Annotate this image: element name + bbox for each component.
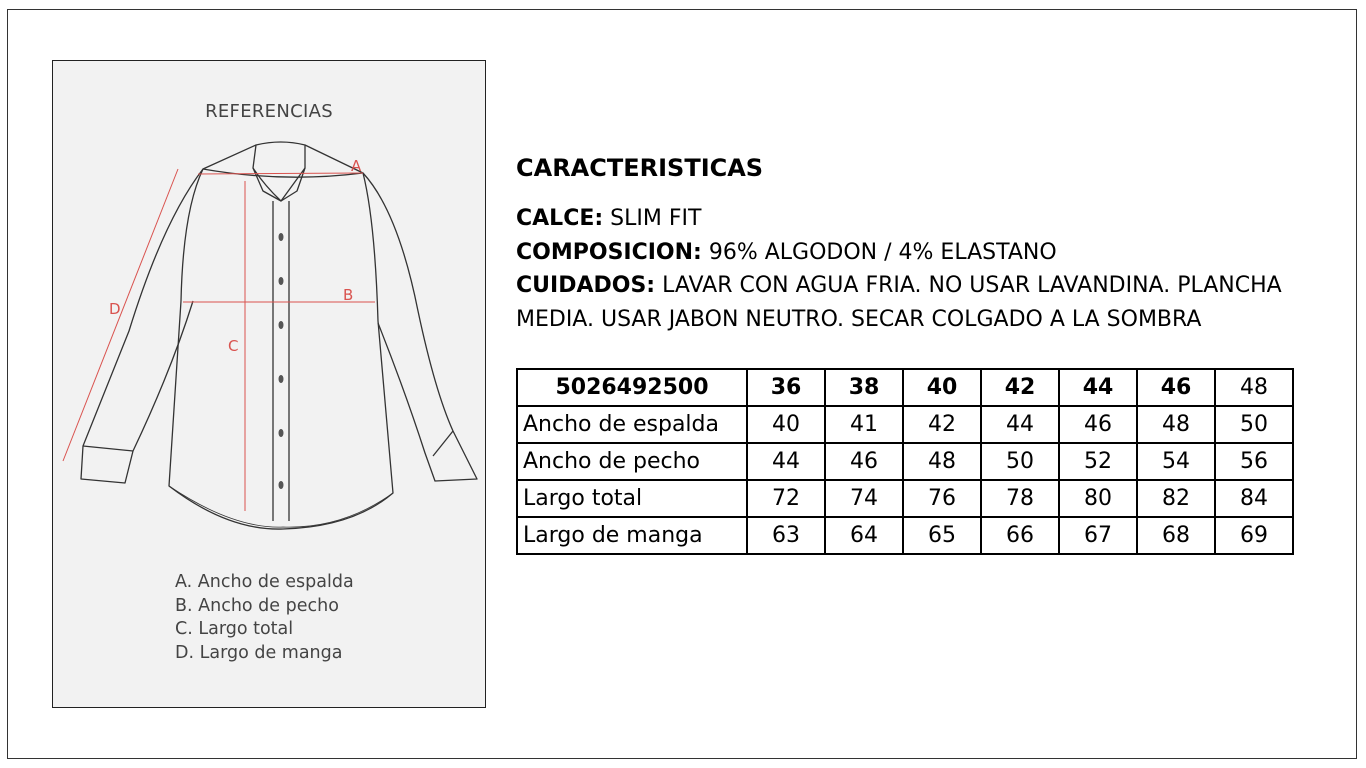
table-cell: 48 (903, 443, 981, 480)
legend-item-c: C. Largo total (175, 619, 294, 639)
size-header: 36 (747, 369, 825, 406)
right-sleeve-outline (363, 173, 477, 481)
table-cell: 56 (1215, 443, 1293, 480)
table-cell: 84 (1215, 480, 1293, 517)
button (279, 233, 284, 241)
table-cell: 65 (903, 517, 981, 554)
size-header: 42 (981, 369, 1059, 406)
spec-fit-value: SLIM FIT (610, 206, 702, 231)
legend-item-b: B. Ancho de pecho (175, 595, 339, 616)
table-cell: 67 (1059, 517, 1137, 554)
table-row (517, 443, 1293, 480)
measurement-lines (63, 169, 375, 511)
table-cell: 64 (825, 517, 903, 554)
table-cell: 42 (903, 406, 981, 443)
table-cell: 50 (1215, 406, 1293, 443)
row-label: Ancho de espalda (517, 406, 747, 443)
spec-care-continued (516, 303, 1306, 337)
table-cell: 74 (825, 480, 903, 517)
table-cell: 68 (1137, 517, 1215, 554)
table-cell: 54 (1137, 443, 1215, 480)
row-label: Largo de manga (517, 517, 747, 554)
table-cell: 44 (981, 406, 1059, 443)
spec-care (516, 269, 1306, 303)
table-cell: 80 (1059, 480, 1137, 517)
spec-composition (516, 236, 1306, 270)
table-cell: 72 (747, 480, 825, 517)
collar-outline (253, 142, 305, 201)
size-header: 44 (1059, 369, 1137, 406)
marker-d: D (109, 300, 121, 318)
spec-care-label: CUIDADOS: (516, 273, 656, 298)
size-header: 38 (825, 369, 903, 406)
table-cell: 66 (981, 517, 1059, 554)
spec-composition-value: 96% ALGODON / 4% ELASTANO (708, 239, 1057, 265)
table-header-row (517, 369, 1293, 406)
legend-item-a: A. Ancho de espalda (175, 572, 354, 592)
marker-a: A (351, 157, 362, 175)
measure-line-a (198, 173, 363, 174)
table-cell: 78 (981, 480, 1059, 517)
spec-care-value-line2: MEDIA. USAR JABON NEUTRO. SECAR COLGADO A LA SOMBRA (516, 306, 1202, 332)
row-label: Largo total (517, 480, 747, 517)
spec-fit-label: CALCE: (516, 206, 604, 231)
table-row (517, 517, 1293, 554)
button (279, 429, 284, 437)
reference-panel (52, 60, 486, 708)
button (279, 277, 284, 285)
button (279, 321, 284, 329)
spec-composition-label: COMPOSICION: (516, 239, 702, 265)
table-cell: 50 (981, 443, 1059, 480)
spec-lines (516, 202, 1306, 336)
left-sleeve-outline (81, 169, 203, 483)
table-cell: 41 (825, 406, 903, 443)
table-row (517, 480, 1293, 517)
button (279, 481, 284, 489)
spec-fit (516, 202, 1306, 236)
size-header: 46 (1137, 369, 1215, 406)
buttons (279, 233, 284, 489)
specs-section (516, 150, 1316, 336)
spec-care-value-line1: LAVAR CON AGUA FRIA. NO USAR LAVANDINA. PLANCHA (662, 273, 1282, 298)
marker-b: B (343, 286, 354, 304)
reference-legend (175, 571, 354, 665)
table-cell: 48 (1137, 406, 1215, 443)
table-cell: 46 (1059, 406, 1137, 443)
reference-title: REFERENCIAS (205, 101, 333, 122)
shirt-body-outline (169, 145, 393, 529)
button (279, 375, 284, 383)
table-cell: 40 (747, 406, 825, 443)
table-cell: 76 (903, 480, 981, 517)
article-number: 5026492500 (517, 369, 747, 406)
legend-item-d: D. Largo de manga (175, 642, 343, 663)
table-row (517, 406, 1293, 443)
specs-title: CARACTERISTICAS (516, 154, 764, 182)
table-cell: 44 (747, 443, 825, 480)
marker-c: C (228, 337, 239, 355)
row-label: Ancho de pecho (517, 443, 747, 480)
size-table (516, 368, 1294, 555)
size-header: 48 (1215, 369, 1293, 406)
table-cell: 69 (1215, 517, 1293, 554)
table-cell: 63 (747, 517, 825, 554)
table-cell: 46 (825, 443, 903, 480)
table-cell: 52 (1059, 443, 1137, 480)
size-header: 40 (903, 369, 981, 406)
table-cell: 82 (1137, 480, 1215, 517)
